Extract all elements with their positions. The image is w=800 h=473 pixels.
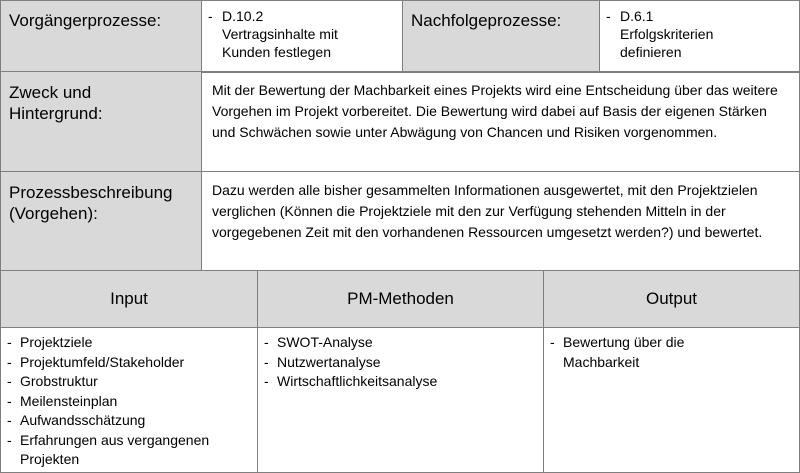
methods-list (264, 333, 537, 392)
process-label-line2: (Vorgehen): (9, 204, 98, 223)
predecessor-code: D.10.2 (222, 8, 264, 24)
predecessor-label-cell (1, 1, 202, 73)
purpose-text: Mit der Bewertung der Machbarkeit eines Projekts wird eine Entscheidung über das weitere Vorgehen im Projekt vorbereitet. Die Bewertung wird dabei auf Basis der eigenen Stärken und Schwächen sowie unter Abwägung von Chancen und Risiken vorgenommen. (202, 72, 800, 172)
purpose-label-cell (1, 72, 202, 172)
successor-title-line2: definieren (620, 44, 682, 60)
list-item: - SWOT-Analyse (264, 334, 373, 350)
successor-label: Nachfolgeprozesse: (411, 11, 562, 30)
output-cell (544, 328, 800, 473)
predecessor-title-line1: Vertragsinhalte mit (222, 26, 338, 42)
process-label-cell (1, 172, 202, 272)
predecessor-label: Vorgängerprozesse: (9, 11, 162, 30)
process-text: Dazu werden alle bisher gesammelten Informationen ausgewertet, mit den Projektzielen verglichen (Können die Projektziele mit den zur Verfügung stehenden Mitteln in der vorgegebenen Zeit mit den vorhandenen Ressourcen umgesetzt werden?) und bewertet. (202, 172, 800, 272)
input-cell (1, 328, 258, 473)
list-item: - Erfahrungen aus vergangenen Projekten (7, 431, 210, 467)
predecessor-title-line2: Kunden festlegen (222, 44, 331, 60)
list-item: - Projektumfeld/Stakeholder (7, 353, 185, 370)
input-list (7, 333, 251, 470)
list-item: - Nutzwertanalyse (264, 353, 381, 370)
successor-title-line1: Erfolgskriterien (620, 26, 714, 42)
successor-cell: - D.6.1 Erfolgskriterien definieren (600, 1, 800, 73)
input-header: Input (1, 271, 258, 328)
list-item: - Wirtschaftlichkeitsanalyse (264, 373, 438, 389)
purpose-label-line1: Zweck und (9, 83, 92, 102)
purpose-label-line2: Hintergrund: (9, 104, 103, 123)
description-table (0, 71, 800, 272)
list-item: - Grobstruktur (7, 373, 98, 389)
list-item: - Bewertung über die Machbarkeit (550, 334, 685, 370)
successor-label-cell (403, 1, 600, 73)
output-header: Output (544, 271, 800, 328)
list-item: - Projektziele (7, 334, 93, 350)
io-table (0, 270, 800, 473)
process-label-line1: Prozessbeschreibung (9, 183, 173, 202)
methods-header: PM-Methoden (258, 271, 544, 328)
process-links-table (0, 0, 800, 73)
predecessor-cell: - D.10.2 Vertragsinhalte mit Kunden festlegen (202, 1, 403, 73)
output-list (550, 333, 793, 372)
methods-cell (258, 328, 544, 473)
list-item: - Aufwandsschätzung (7, 412, 146, 428)
list-item: - Meilensteinplan (7, 392, 118, 409)
successor-code: D.6.1 (620, 8, 654, 24)
